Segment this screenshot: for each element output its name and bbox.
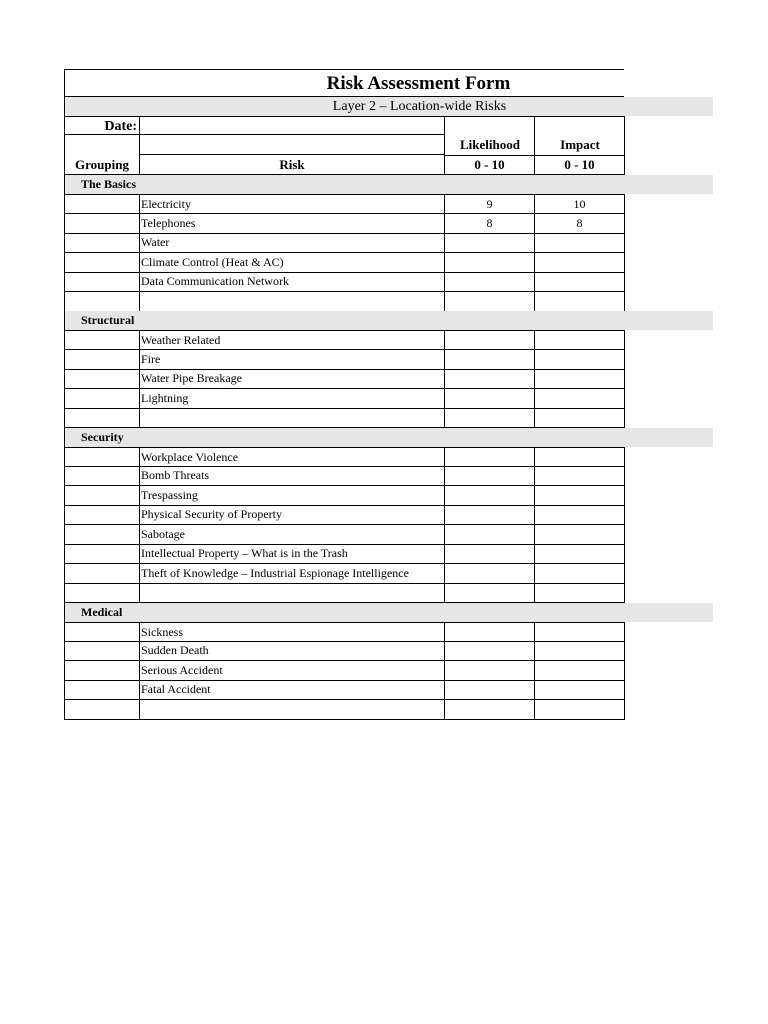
risk-name-cell: Fire	[140, 350, 445, 370]
risk-name-cell: Bomb Threats	[140, 466, 445, 486]
impact-cell[interactable]	[535, 253, 625, 273]
category-band	[64, 311, 713, 330]
likelihood-cell[interactable]	[445, 292, 535, 312]
grouping-cell[interactable]	[64, 680, 140, 700]
likelihood-cell[interactable]	[445, 350, 535, 370]
risk-name-cell: Sabotage	[140, 525, 445, 545]
impact-cell[interactable]	[535, 272, 625, 292]
form-title: Risk Assessment Form	[64, 69, 624, 97]
category-label: Structural	[81, 313, 135, 327]
grouping-cell[interactable]	[64, 661, 140, 681]
grouping-cell[interactable]	[64, 505, 140, 525]
impact-cell[interactable]	[535, 622, 625, 642]
impact-cell[interactable]	[535, 641, 625, 661]
risk-spacer	[140, 135, 445, 155]
impact-cell[interactable]	[535, 583, 625, 603]
grouping-cell[interactable]	[64, 583, 140, 603]
risk-name-cell: Sickness	[140, 622, 445, 642]
likelihood-cell[interactable]	[445, 583, 535, 603]
impact-cell[interactable]	[535, 544, 625, 564]
impact-cell[interactable]	[535, 466, 625, 486]
impact-cell[interactable]	[535, 680, 625, 700]
form-subtitle: Layer 2 – Location-wide Risks	[332, 99, 507, 114]
likelihood-cell[interactable]	[445, 680, 535, 700]
grouping-cell[interactable]	[64, 564, 140, 584]
likelihood-cell[interactable]	[445, 466, 535, 486]
impact-cell[interactable]	[535, 233, 625, 253]
grouping-cell[interactable]	[64, 369, 140, 389]
date-field[interactable]	[140, 116, 445, 135]
likelihood-cell[interactable]	[445, 272, 535, 292]
risk-name-cell: Workplace Violence	[140, 447, 445, 467]
likelihood-cell[interactable]: 8	[445, 214, 535, 234]
impact-cell[interactable]	[535, 564, 625, 584]
impact-cell[interactable]	[535, 525, 625, 545]
grouping-cell[interactable]	[64, 700, 140, 720]
impact-cell[interactable]	[535, 389, 625, 409]
category-label: Security	[81, 429, 124, 444]
grouping-cell[interactable]	[64, 350, 140, 370]
grouping-spacer	[64, 135, 140, 155]
subtitle-band	[64, 97, 713, 116]
grouping-cell[interactable]	[64, 272, 140, 292]
grouping-cell[interactable]	[64, 486, 140, 506]
grouping-cell[interactable]	[64, 389, 140, 409]
likelihood-cell[interactable]	[445, 525, 535, 545]
risk-name-cell: Physical Security of Property	[140, 505, 445, 525]
grouping-cell[interactable]	[64, 214, 140, 234]
likelihood-cell[interactable]	[445, 447, 535, 467]
impact-cell[interactable]: 8	[535, 214, 625, 234]
risk-name-cell: Electricity	[140, 194, 445, 214]
likelihood-cell[interactable]	[445, 233, 535, 253]
grouping-cell[interactable]	[64, 194, 140, 214]
grouping-cell[interactable]	[64, 292, 140, 312]
risk-name-cell: Lightning	[140, 389, 445, 409]
likelihood-cell[interactable]	[445, 253, 535, 273]
grouping-cell[interactable]	[64, 466, 140, 486]
risk-name-cell: Fatal Accident	[140, 680, 445, 700]
likelihood-cell[interactable]	[445, 544, 535, 564]
risk-name-cell: Water Pipe Breakage	[140, 369, 445, 389]
risk-name-cell	[140, 292, 445, 312]
grouping-cell[interactable]	[64, 233, 140, 253]
grouping-cell[interactable]	[64, 622, 140, 642]
impact-cell[interactable]	[535, 330, 625, 350]
risk-name-cell: Water	[140, 233, 445, 253]
risk-name-cell: Theft of Knowledge – Industrial Espionage Intelligence	[140, 564, 445, 584]
grouping-cell[interactable]	[64, 641, 140, 661]
impact-cell[interactable]	[535, 369, 625, 389]
category-band	[64, 428, 713, 447]
impact-cell[interactable]	[535, 505, 625, 525]
date-label: Date:	[64, 116, 140, 135]
risk-name-cell: Weather Related	[140, 330, 445, 350]
impact-cell[interactable]: 10	[535, 194, 625, 214]
impact-cell[interactable]	[535, 447, 625, 467]
risk-header: Risk	[140, 155, 445, 175]
impact-header: Impact	[560, 137, 600, 152]
likelihood-cell[interactable]	[445, 369, 535, 389]
category-band	[64, 603, 713, 622]
grouping-header: Grouping	[64, 155, 140, 175]
likelihood-scale: 0 - 10	[445, 155, 535, 175]
impact-scale: 0 - 10	[535, 155, 625, 175]
category-label: Medical	[81, 604, 123, 619]
risk-name-cell	[140, 408, 445, 428]
likelihood-cell[interactable]	[445, 486, 535, 506]
grouping-cell[interactable]	[64, 544, 140, 564]
likelihood-cell[interactable]: 9	[445, 194, 535, 214]
impact-cell[interactable]	[535, 408, 625, 428]
risk-name-cell: Data Communication Network	[140, 272, 445, 292]
likelihood-cell[interactable]	[445, 505, 535, 525]
likelihood-cell[interactable]	[445, 564, 535, 584]
likelihood-cell[interactable]	[445, 641, 535, 661]
likelihood-cell[interactable]	[445, 700, 535, 720]
risk-name-cell	[140, 700, 445, 720]
impact-cell[interactable]	[535, 700, 625, 720]
impact-cell[interactable]	[535, 486, 625, 506]
grouping-cell[interactable]	[64, 408, 140, 428]
impact-cell[interactable]	[535, 661, 625, 681]
grouping-cell[interactable]	[64, 330, 140, 350]
risk-name-cell	[140, 583, 445, 603]
risk-name-cell: Climate Control (Heat & AC)	[140, 253, 445, 273]
category-band	[64, 175, 713, 194]
likelihood-cell[interactable]	[445, 661, 535, 681]
risk-name-cell: Sudden Death	[140, 641, 445, 661]
risk-name-cell: Serious Accident	[140, 661, 445, 681]
risk-name-cell: Intellectual Property – What is in the Trash	[140, 544, 445, 564]
likelihood-cell[interactable]	[445, 389, 535, 409]
likelihood-cell[interactable]	[445, 622, 535, 642]
category-label: The Basics	[81, 177, 137, 191]
grouping-cell[interactable]	[64, 447, 140, 467]
grouping-cell[interactable]	[64, 525, 140, 545]
likelihood-cell[interactable]	[445, 330, 535, 350]
likelihood-cell[interactable]	[445, 408, 535, 428]
impact-cell[interactable]	[535, 350, 625, 370]
likelihood-header: Likelihood	[460, 137, 520, 152]
risk-name-cell: Trespassing	[140, 486, 445, 506]
grouping-cell[interactable]	[64, 253, 140, 273]
risk-name-cell: Telephones	[140, 214, 445, 234]
impact-cell[interactable]	[535, 292, 625, 312]
